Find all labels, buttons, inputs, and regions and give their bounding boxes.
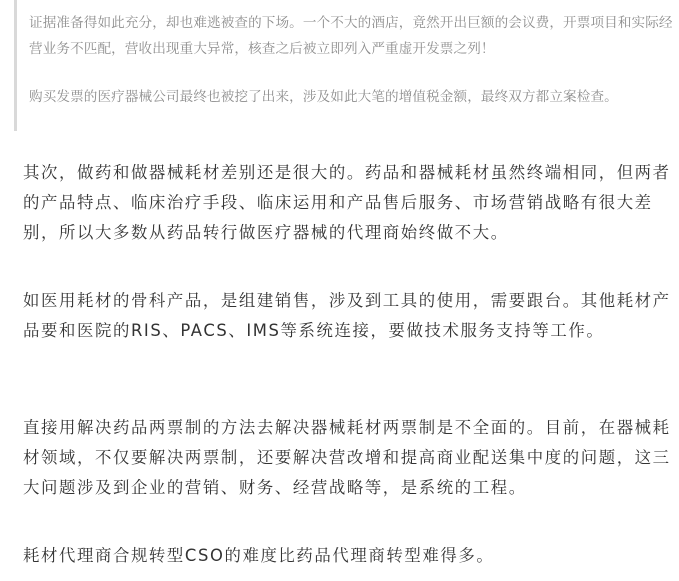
quote-paragraph-1: 证据准备得如此充分，却也难逃被查的下场。一个不大的酒店，竟然开出巨额的会议费，开票项目和实际经营业务不匹配，营收出现重大异常，核查之后被立即列入严重虚开发票之列！: [29, 15, 673, 57]
quote-block: [14, 0, 674, 131]
article-paragraph-3: 直接用解决药品两票制的方法去解决器械耗材两票制是不全面的。目前，在器械耗材领域，不仅要解决两票制，还要解决营改增和提高商业配送集中度的问题，这三大问题涉及到企业的营销、财务、经营战略等，是系统的工程。: [23, 418, 671, 497]
article-paragraph-2: 如医用耗材的骨科产品，是组建销售，涉及到工具的使用，需要跟台。其他耗材产品要和医院的RIS、PACS、IMS等系统连接，要做技术服务支持等工作。: [23, 291, 671, 340]
article-paragraph-4: 耗材代理商合规转型CSO的难度比药品代理商转型难得多。: [23, 546, 495, 565]
quote-paragraph-2: 购买发票的医疗器械公司最终也被挖了出来，涉及如此大笔的增值税金额，最终双方都立案检查。: [29, 89, 618, 105]
article-paragraph-1: 其次，做药和做器械耗材差别还是很大的。药品和器械耗材虽然终端相同，但两者的产品特点、临床治疗手段、临床运用和产品售后服务、市场营销战略有很大差别，所以大多数从药品转行做医疗器械的代理商始终做不大。: [23, 163, 671, 242]
